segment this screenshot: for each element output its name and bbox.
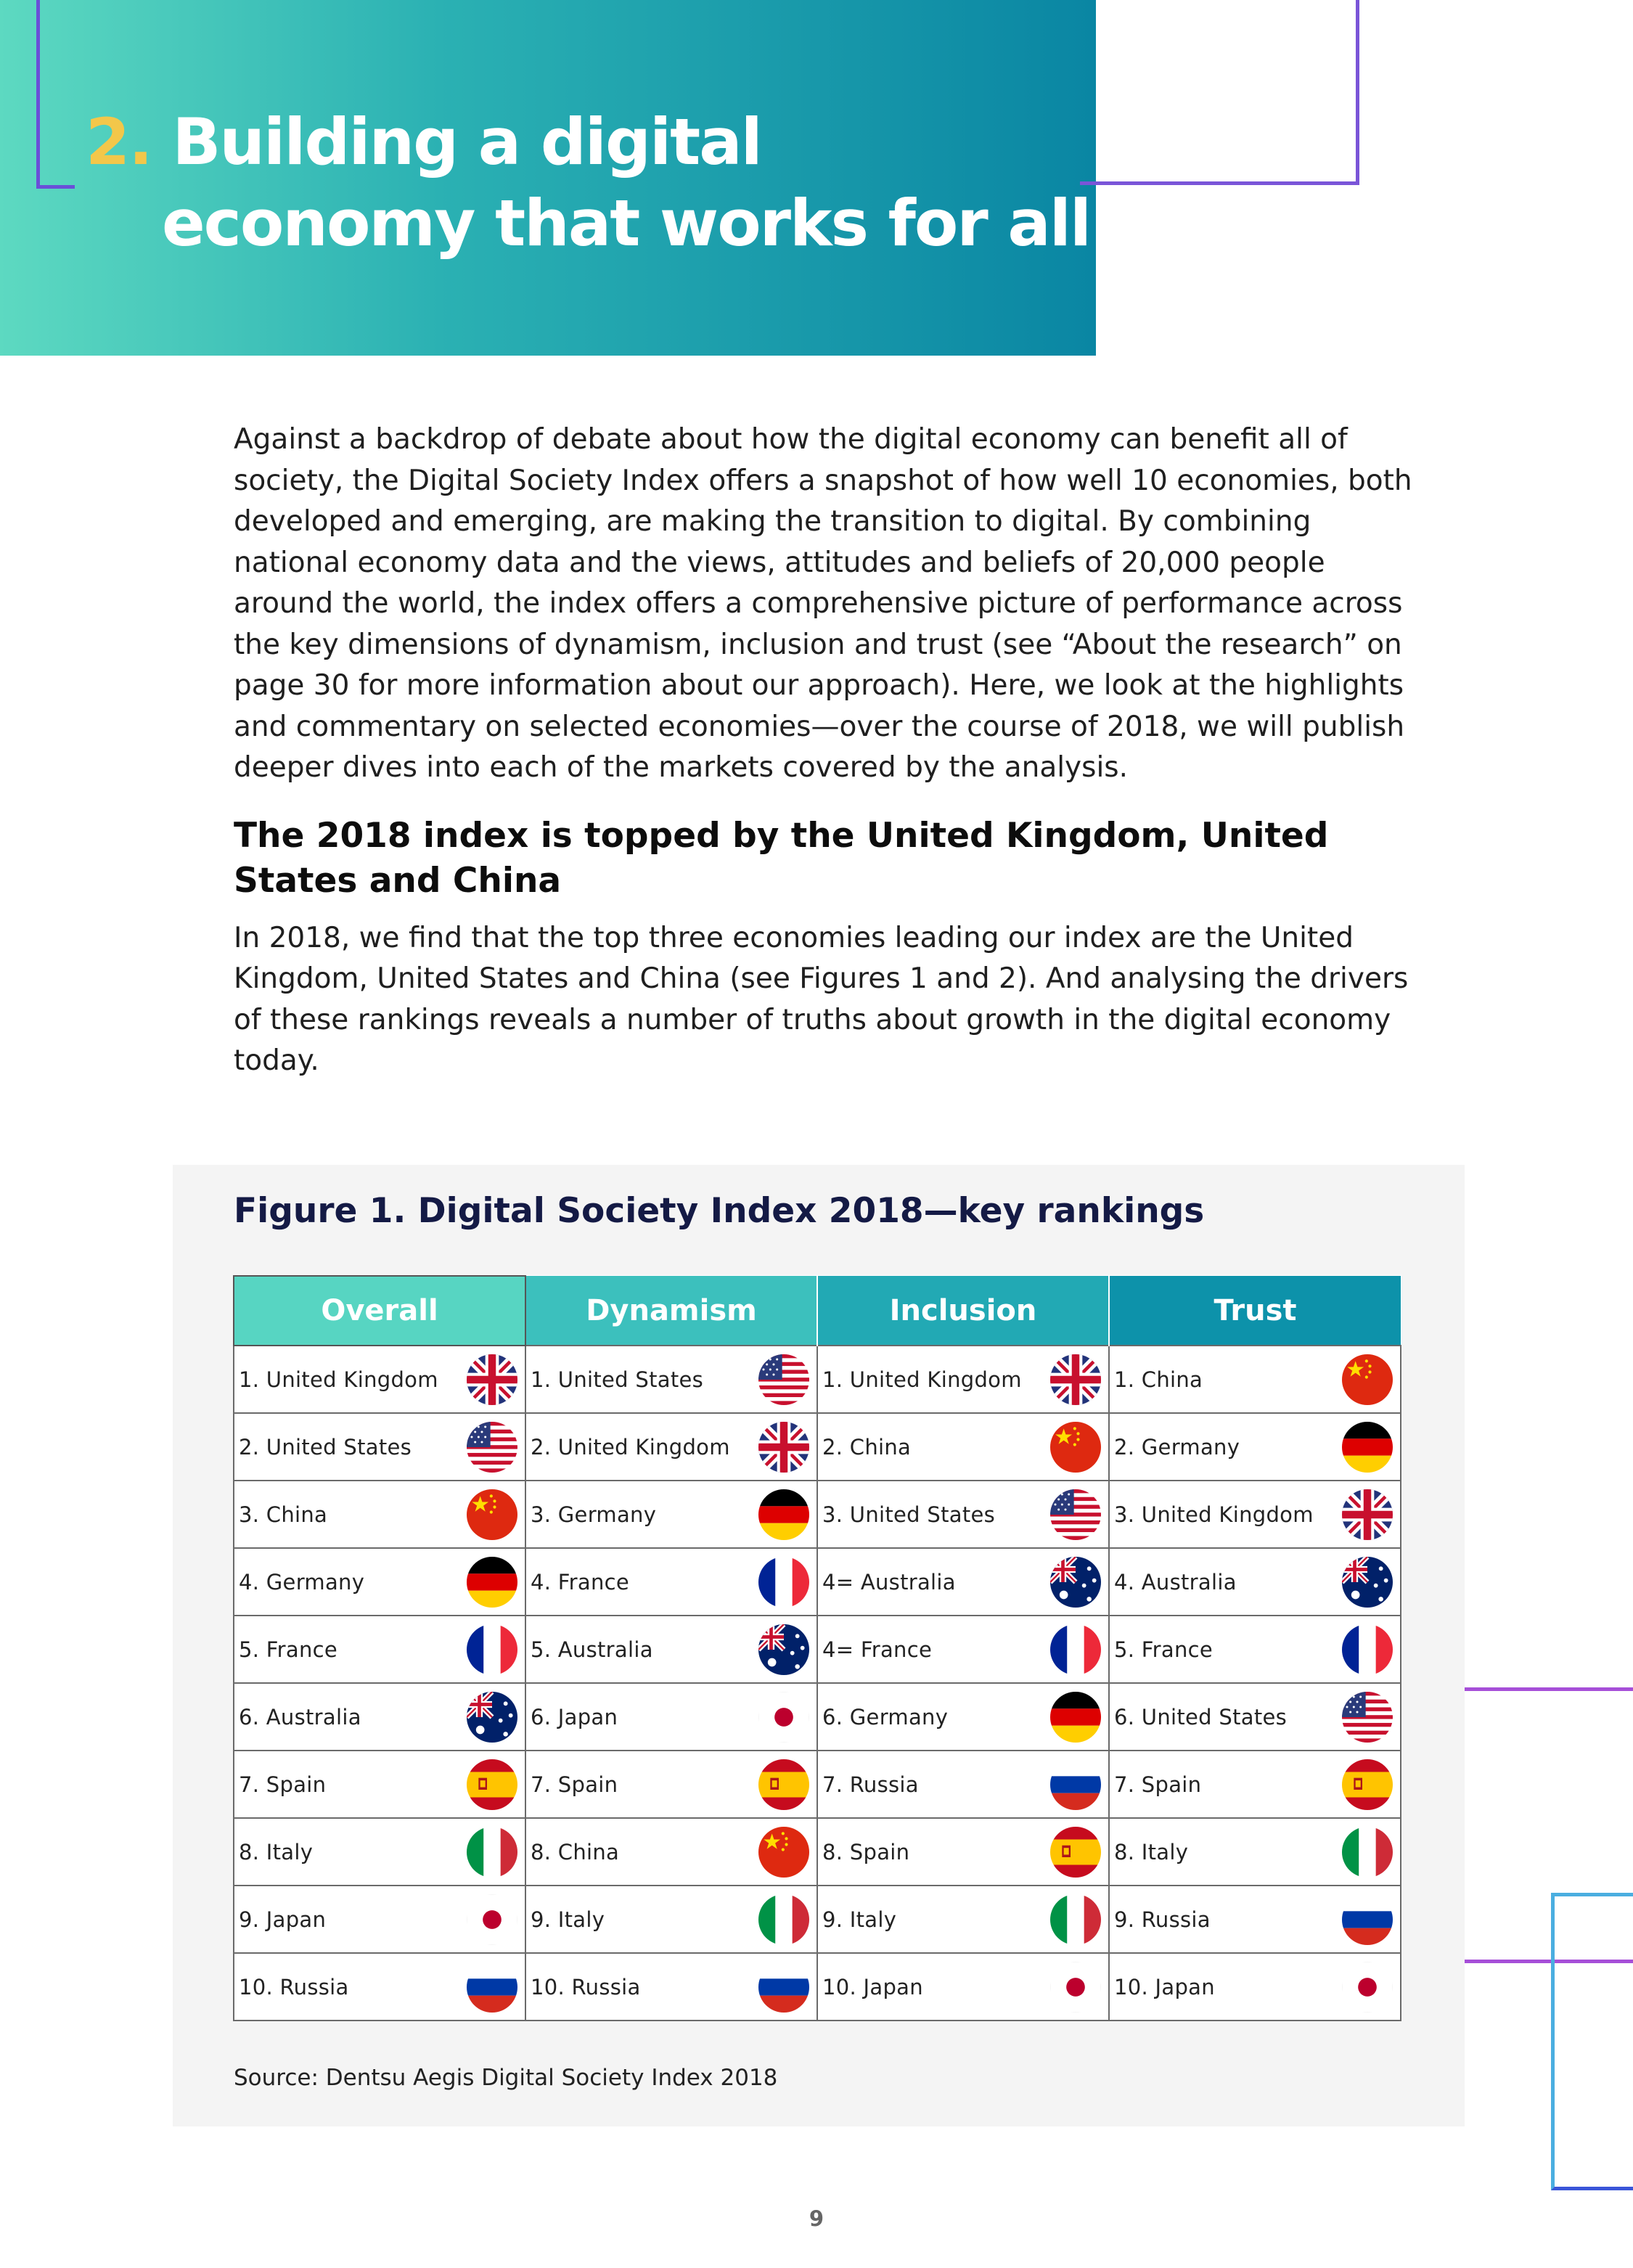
ranking-entry (531, 1894, 809, 1945)
column-header-dynamism: Dynamism (525, 1276, 817, 1346)
figure-title: Figure 1. Digital Society Index 2018—key rankings (234, 1191, 1205, 1231)
ranking-entry (239, 1422, 517, 1473)
country-label: 1. China (1114, 1367, 1203, 1392)
country-label: 3. China (239, 1502, 328, 1527)
ranking-cell (817, 1346, 1109, 1413)
ranking-cell (525, 1616, 817, 1683)
intro-paragraph: Against a backdrop of debate about how the digital economy can benefit all of society, the Digital Society Index offers a snapshot of how well 10 economies, both developed and emerging, are making the transition to digital. By combining national economy data and the views, attitudes and beliefs of 20,000 people around the world, the index offers a comprehensive picture of performance across the key dimensions of dynamism, inclusion and trust (see “About the research” on page 30 for more information about our approach). Here, we look at the highlights and commentary on selected economies—over the course of 2018, we will publish deeper dives into each of the markets covered by the analysis. (234, 423, 1412, 784)
country-label: 1. United Kingdom (822, 1367, 1022, 1392)
ranking-entry (531, 1354, 809, 1405)
ranking-entry (1114, 1354, 1393, 1405)
china-flag-icon (758, 1827, 809, 1878)
ranking-cell (817, 1751, 1109, 1818)
france-flag-icon (467, 1624, 517, 1675)
us-flag-icon (1342, 1692, 1393, 1743)
china-flag-icon (467, 1489, 517, 1540)
italy-flag-icon (467, 1827, 517, 1878)
ranking-cell (817, 1683, 1109, 1751)
ranking-cell (234, 1751, 525, 1818)
country-label: 7. Russia (822, 1772, 919, 1797)
country-label: 3. Germany (531, 1502, 657, 1527)
ranking-cell (1109, 1481, 1401, 1548)
ranking-cell (817, 1481, 1109, 1548)
ranking-entry (822, 1557, 1101, 1608)
ranking-entry (1114, 1759, 1393, 1810)
us-flag-icon (1050, 1489, 1101, 1540)
spain-flag-icon (467, 1759, 517, 1810)
ranking-entry (239, 1894, 517, 1945)
table-row (234, 1953, 1401, 2021)
ranking-cell (1109, 1818, 1401, 1886)
country-label: 4= France (822, 1637, 933, 1662)
ranking-cell (525, 1953, 817, 2021)
country-label: 6. Japan (531, 1704, 618, 1729)
figure-panel (173, 1165, 1465, 2126)
ranking-entry (822, 1354, 1101, 1405)
country-label: 5. France (239, 1637, 338, 1662)
ranking-cell (525, 1818, 817, 1886)
table-row (234, 1683, 1401, 1751)
ranking-cell (1109, 1413, 1401, 1481)
ranking-entry (1114, 1894, 1393, 1945)
country-label: 4. Germany (239, 1569, 365, 1594)
ranking-cell (525, 1683, 817, 1751)
ranking-cell (525, 1886, 817, 1953)
uk-flag-icon (1342, 1489, 1393, 1540)
section-number: 2. (86, 105, 152, 179)
country-label: 7. Spain (239, 1772, 327, 1797)
ranking-entry (822, 1894, 1101, 1945)
country-label: 7. Spain (531, 1772, 618, 1797)
spain-flag-icon (1342, 1759, 1393, 1810)
page-number: 9 (809, 2206, 824, 2231)
ranking-entry (239, 1489, 517, 1540)
ranking-entry (531, 1422, 809, 1473)
ranking-entry (1114, 1624, 1393, 1675)
ranking-cell (817, 1413, 1109, 1481)
germany-flag-icon (1342, 1422, 1393, 1473)
country-label: 2. Germany (1114, 1434, 1240, 1460)
country-label: 9. Japan (239, 1907, 327, 1932)
australia-flag-icon (1050, 1557, 1101, 1608)
australia-flag-icon (467, 1692, 517, 1743)
france-flag-icon (1342, 1624, 1393, 1675)
ranking-cell (234, 1548, 525, 1616)
ranking-entry (822, 1692, 1101, 1743)
ranking-cell (234, 1616, 525, 1683)
country-label: 8. Italy (1114, 1839, 1189, 1864)
ranking-cell (525, 1751, 817, 1818)
ranking-entry (531, 1557, 809, 1608)
australia-flag-icon (758, 1624, 809, 1675)
decorative-bracket-left (36, 0, 75, 189)
ranking-cell (1109, 1886, 1401, 1953)
ranking-cell (1109, 1616, 1401, 1683)
column-header-inclusion: Inclusion (817, 1276, 1109, 1346)
second-paragraph: In 2018, we find that the top three economies leading our index are the United Kingdom, United States and China (see Figures 1 and 2). And analysing the drivers of these rankings reveals a number of truths about growth in the digital economy today. (234, 921, 1409, 1077)
country-label: 4. France (531, 1569, 630, 1594)
ranking-cell (234, 1346, 525, 1413)
italy-flag-icon (758, 1894, 809, 1945)
table-row (234, 1346, 1401, 1413)
ranking-entry (239, 1759, 517, 1810)
germany-flag-icon (1050, 1692, 1101, 1743)
ranking-entry (531, 1759, 809, 1810)
table-row (234, 1413, 1401, 1481)
country-label: 1. United Kingdom (239, 1367, 438, 1392)
ranking-entry (239, 1557, 517, 1608)
ranking-cell (817, 1886, 1109, 1953)
japan-flag-icon (758, 1692, 809, 1743)
table-row (234, 1818, 1401, 1886)
country-label: 5. Australia (531, 1637, 653, 1662)
italy-flag-icon (1050, 1894, 1101, 1945)
table-row (234, 1548, 1401, 1616)
ranking-cell (817, 1616, 1109, 1683)
australia-flag-icon (1342, 1557, 1393, 1608)
spain-flag-icon (1050, 1827, 1101, 1878)
ranking-cell (525, 1413, 817, 1481)
country-label: 10. Japan (822, 1974, 923, 1999)
ranking-entry (822, 1624, 1101, 1675)
ranking-entry (239, 1962, 517, 2013)
country-label: 6. United States (1114, 1704, 1288, 1729)
ranking-entry (822, 1759, 1101, 1810)
ranking-entry (239, 1827, 517, 1878)
ranking-cell (1109, 1953, 1401, 2021)
ranking-cell (525, 1548, 817, 1616)
ranking-entry (1114, 1422, 1393, 1473)
ranking-cell (1109, 1346, 1401, 1413)
ranking-entry (822, 1962, 1101, 2013)
ranking-cell (1109, 1548, 1401, 1616)
country-label: 5. France (1114, 1637, 1214, 1662)
ranking-cell (525, 1346, 817, 1413)
uk-flag-icon (467, 1354, 517, 1405)
country-label: 6. Germany (822, 1704, 949, 1729)
ranking-cell (817, 1953, 1109, 2021)
ranking-cell (234, 1683, 525, 1751)
japan-flag-icon (1342, 1962, 1393, 2013)
us-flag-icon (758, 1354, 809, 1405)
uk-flag-icon (1050, 1354, 1101, 1405)
ranking-cell (1109, 1751, 1401, 1818)
ranking-entry (531, 1827, 809, 1878)
table-row (234, 1616, 1401, 1683)
country-label: 4. Australia (1114, 1569, 1237, 1594)
ranking-entry (531, 1962, 809, 2013)
column-header-trust: Trust (1109, 1276, 1401, 1346)
subheading: The 2018 index is topped by the United Kingdom, United States and China (234, 815, 1329, 901)
us-flag-icon (467, 1422, 517, 1473)
figure-source: Source: Dentsu Aegis Digital Society Index 2018 (234, 2065, 778, 2091)
spain-flag-icon (758, 1759, 809, 1810)
decorative-bracket-right (1080, 0, 1359, 185)
ranking-cell (234, 1886, 525, 1953)
ranking-entry (531, 1624, 809, 1675)
ranking-cell (234, 1818, 525, 1886)
ranking-cell (817, 1818, 1109, 1886)
country-label: 9. Italy (531, 1907, 605, 1932)
germany-flag-icon (758, 1489, 809, 1540)
germany-flag-icon (467, 1557, 517, 1608)
ranking-cell (234, 1481, 525, 1548)
column-header-overall: Overall (234, 1276, 525, 1346)
section-title (86, 102, 1090, 264)
main-content (234, 419, 1424, 1082)
country-label: 2. United Kingdom (531, 1434, 730, 1460)
ranking-entry (1114, 1827, 1393, 1878)
table-header-row (234, 1276, 1401, 1346)
ranking-cell (1109, 1683, 1401, 1751)
ranking-entry (239, 1354, 517, 1405)
country-label: 3. United Kingdom (1114, 1502, 1314, 1527)
country-label: 8. China (531, 1839, 620, 1864)
country-label: 10. Russia (239, 1974, 349, 1999)
country-label: 10. Russia (531, 1974, 641, 1999)
country-label: 4= Australia (822, 1569, 956, 1594)
france-flag-icon (1050, 1624, 1101, 1675)
section-title-line-2: economy that works for all (162, 186, 1091, 261)
decorative-lines-blue (1551, 1893, 1633, 2190)
japan-flag-icon (1050, 1962, 1101, 2013)
country-label: 7. Spain (1114, 1772, 1202, 1797)
table-row (234, 1481, 1401, 1548)
country-label: 9. Russia (1114, 1907, 1211, 1932)
china-flag-icon (1342, 1354, 1393, 1405)
country-label: 9. Italy (822, 1907, 897, 1932)
country-label: 8. Spain (822, 1839, 910, 1864)
country-label: 1. United States (531, 1367, 704, 1392)
ranking-entry (1114, 1692, 1393, 1743)
italy-flag-icon (1342, 1827, 1393, 1878)
uk-flag-icon (758, 1422, 809, 1473)
rankings-table (233, 1275, 1401, 2021)
russia-flag-icon (1342, 1894, 1393, 1945)
ranking-cell (234, 1413, 525, 1481)
ranking-entry (531, 1489, 809, 1540)
japan-flag-icon (467, 1894, 517, 1945)
ranking-entry (1114, 1489, 1393, 1540)
table-row (234, 1751, 1401, 1818)
ranking-entry (822, 1422, 1101, 1473)
ranking-entry (1114, 1962, 1393, 2013)
ranking-entry (239, 1624, 517, 1675)
russia-flag-icon (1050, 1759, 1101, 1810)
ranking-entry (822, 1489, 1101, 1540)
table-row (234, 1886, 1401, 1953)
russia-flag-icon (758, 1962, 809, 2013)
country-label: 10. Japan (1114, 1974, 1215, 1999)
ranking-entry (239, 1692, 517, 1743)
country-label: 8. Italy (239, 1839, 314, 1864)
country-label: 3. United States (822, 1502, 996, 1527)
country-label: 6. Australia (239, 1704, 361, 1729)
france-flag-icon (758, 1557, 809, 1608)
country-label: 2. China (822, 1434, 912, 1460)
ranking-cell (525, 1481, 817, 1548)
ranking-cell (817, 1548, 1109, 1616)
russia-flag-icon (467, 1962, 517, 2013)
country-label: 2. United States (239, 1434, 412, 1460)
section-title-line-1: Building a digital (172, 105, 761, 179)
china-flag-icon (1050, 1422, 1101, 1473)
ranking-entry (1114, 1557, 1393, 1608)
ranking-cell (234, 1953, 525, 2021)
ranking-entry (822, 1827, 1101, 1878)
ranking-entry (531, 1692, 809, 1743)
